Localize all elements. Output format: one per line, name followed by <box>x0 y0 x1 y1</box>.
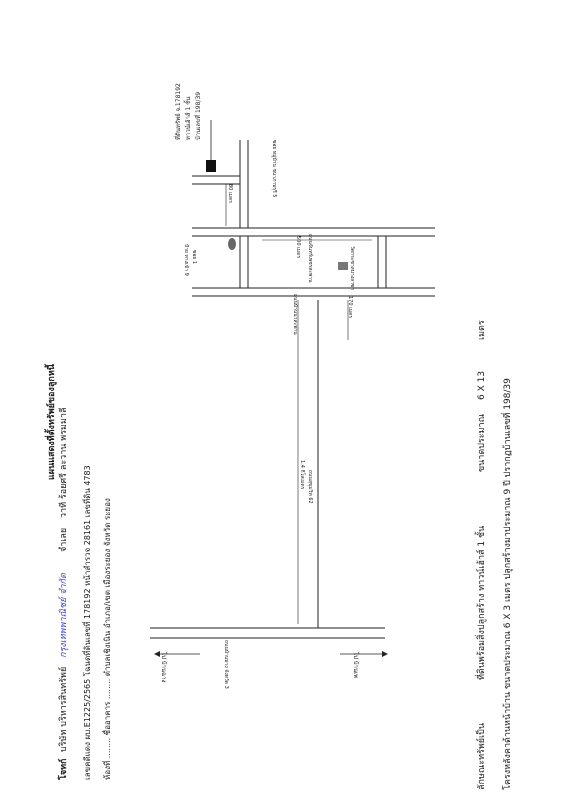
plaintiff-signature: กรุงเทพพาณิชย์ จำกัด <box>59 573 69 658</box>
road-cross-1-label: ถนนบ้านนาสะพาน <box>292 294 298 335</box>
property-size-value: 6 X 13 <box>477 370 487 400</box>
distance-170m: 170 เมตร <box>347 296 353 319</box>
distance-1-4km: 1.4 กิโลเมตร <box>299 460 305 490</box>
direction-left: ไป บ้านฉาง <box>160 652 167 683</box>
distance-80m: 80 เมตร <box>227 184 233 203</box>
plaintiff-name: บริษัท บริหารสินทรัพย์ <box>59 666 69 752</box>
page-title: แผนแสดงที่ตั้งทรัพย์ของลูกหนี้ <box>47 364 57 480</box>
location-row: ห้องที่ ........ ชื่ออาคาร ........ ตำบลเชิงเนิน อำเภอ/เขต เมืองระยอง จังหวัด ระยอง <box>103 498 112 780</box>
bridge-note: ซอย 1 <box>191 250 197 265</box>
road-cross-2-label: ถนนจันทร์เพชรสะพาน <box>307 234 313 283</box>
direction-right: ไป บ้านเพ <box>352 652 359 679</box>
temple-label: วัดกระซาลบางลาซา <box>349 246 355 291</box>
property-label: ที่ดินทรัพย์ จ.178192 <box>175 83 182 140</box>
plaintiff-label: โจทก์ <box>59 758 69 780</box>
property-house: ทาวน์เฮ้าส์ 1 ชั้น <box>185 96 192 140</box>
road-main-label: ถนนสุขุมวิท 62 <box>307 470 313 504</box>
defendant-label: จำเลย <box>59 527 69 552</box>
property-type-label: ลักษณะทรัพย์เป็น <box>477 723 487 790</box>
defendant-name: วาที ร้อยศรี ละวาน พรมมาลี <box>59 407 69 518</box>
bridge-label: ป้าย ทางเข้า 9 <box>183 244 189 276</box>
case-row: เลขคดีแดง ผบ.E1225/2565 โฉนดที่ดินเลขที่ 178192 หน้าสำรวจ 28161 เลขที่ดิน 4783 <box>83 465 92 780</box>
property-description: โครงหลังคาด้านหน้าบ้าน ขนาดประมาณ 6 X 3 เมตร ปลูกสร้างมาประมาณ 9 ปี ปรากฏบ้านเลขที่ 198/39 <box>503 378 513 790</box>
road-bottom-label: ถนนบ้านบาง จังหวัด 3 <box>223 640 229 689</box>
soi-label: ซอย หมู่บ้าน ชนาภาบรุรี 5 <box>271 140 277 198</box>
property-size-unit: เมตร <box>477 320 487 340</box>
property-size-label: ขนาดประมาณ <box>477 414 487 472</box>
property-house-no: บ้านเลขที่ 198/39 <box>195 91 202 140</box>
distance-500m: 500 เมตร <box>295 236 301 259</box>
property-type-value: ที่ดินพร้อมสิ่งปลูกสร้าง ทาวน์เฮ้าส์ 1 ชั้น <box>477 525 487 680</box>
property-marker <box>206 160 216 172</box>
